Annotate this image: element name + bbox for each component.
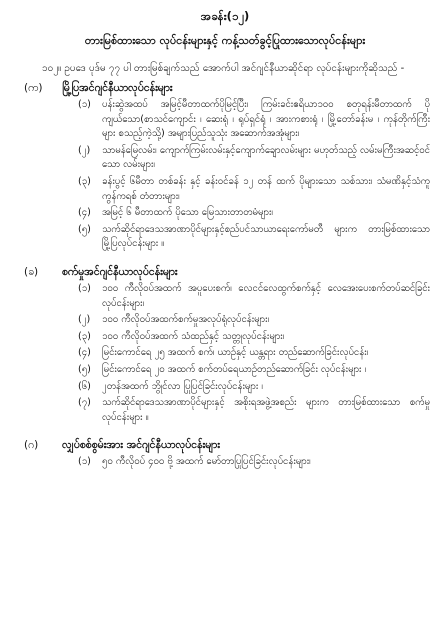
- list-item: [78, 330, 430, 345]
- item-text: မြင်းကောင်ရေ ၂၅ အထက် စက်၊ ယာဉ်နှင့် ယန္တရား တည်ဆောက်ခြင်းလုပ်ငန်း၊: [102, 347, 369, 359]
- section: [20, 437, 430, 470]
- list-item: [78, 223, 430, 252]
- item-number: (၅): [78, 363, 91, 375]
- list-item: [78, 144, 430, 173]
- item-text: ပန်းဆွဲအထပ် အမြင့်မီတာထက်ပိုမြင့်ပြီး၊ ကြမ်းခင်းဧရိယာ၁၀၀ စတုရန်းမီတာထက် ပိုကျယ်သော(စာသင်ကျောင်း ၊ ဆေးရုံ ၊ ရုပ်ရှင်ရုံ ၊ အားကစားရုံ ၊ မြို့တော်ခန်းမ ၊ ကုန်တိုက်ကြီးများ စသည့်ကဲ့သို့) အများပြည်သူသုံး အဆောက်အအုံများ၊: [102, 99, 430, 140]
- item-number: (၂): [78, 314, 91, 326]
- list-item: [78, 380, 430, 395]
- item-number: (၄): [78, 207, 91, 219]
- section-number: (ဂ): [24, 439, 39, 452]
- section-title: မြို့ပြအင်ဂျင်နီယာလုပ်ငန်းများ: [62, 82, 173, 94]
- item-text: ၅၀ ကီလိုဝပ် ၄၀၀ ဗို့ အထက် မော်တာပြုပြင်ခြင်းလုပ်ငန်းများ၊: [102, 456, 311, 468]
- item-number: (၁): [78, 456, 91, 468]
- item-text: သက်ဆိုင်ရာဒေသအာဏာပိုင်များနှင့် အစိုးရအဖွဲ့အစည်း များက တားမြစ်ထားသော စက်မှုလုပ်ငန်းများ ။: [102, 397, 430, 423]
- section-items: [78, 98, 430, 252]
- list-item: [78, 98, 430, 142]
- item-text: ခန်းပွင့် ၆မီတာ တစ်ခန်း နှင့် ခန်းဝင်ခန် ၁၂ တန် ထက် ပိုများသော သစ်သား၊ သံမဏိနှင့်သံကူကွန်ကရစ် တံတားများ၊: [102, 175, 430, 202]
- item-text: ၁၀၀ ကီလိုဝပ်အထက် အပူပေးစက်၊ လေငင်လေထွက်စက်နှင့် လေအေးပေးစက်တပ်ဆင်ခြင်း လုပ်ငန်းများ၊: [102, 282, 430, 309]
- list-item: [78, 282, 430, 311]
- item-text: သာမန်မြေလမ်း၊ ကျောက်ကြမ်းလမ်းနှင့်ကျောက်ချောလမ်းများ မဟုတ်သည့် လမ်းမကြီးအဆင့်ဝင်သော လမ်းများ၊: [102, 144, 430, 171]
- section-heading: [20, 264, 430, 280]
- section-heading: [20, 437, 430, 453]
- list-item: [78, 313, 430, 328]
- section-items: [78, 282, 430, 425]
- item-number: (၄): [78, 347, 91, 359]
- section-number: (က): [24, 82, 43, 94]
- chapter-heading: အခန်း(၁၂): [200, 9, 250, 23]
- page-title: တားမြစ်ထားသော လုပ်ငန်းများနှင့် ကန့်သတ်ခွင့်ပြုထားသောလုပ်ငန်းများ: [84, 34, 366, 47]
- item-text: မြင်းကောင်ရေ ၂၀ အထက် စက်တပ်ရေယာဉ်တည်ဆောက်ခြင်း လုပ်ငန်းများ ၊: [102, 363, 367, 375]
- item-number: (၇): [78, 397, 91, 409]
- list-item: [78, 396, 430, 425]
- list-item: [78, 363, 430, 378]
- item-text: သက်ဆိုင်ရာဒေသအာဏာပိုင်များနှင့်စည်ပင်သာယာရေးကော်မတီ များက တားမြစ်ထားသော မြို့ပြလုပ်ငန်းများ ။: [102, 223, 430, 250]
- section-title: လျှပ်စစ်စွမ်းအား အင်ဂျင်နီယာလုပ်ငန်းများ: [62, 439, 220, 452]
- list-item: [78, 455, 430, 470]
- item-number: (၂): [78, 144, 91, 156]
- list-item: [78, 346, 430, 361]
- section: [20, 264, 430, 425]
- sections-list: [20, 80, 430, 470]
- section-title: စက်မှုအင်ဂျင်နီယာလုပ်ငန်းများ: [62, 265, 178, 278]
- list-item: [78, 206, 430, 221]
- section-number: (ခ): [24, 265, 39, 278]
- item-text: ၁၀၀ ကီလိုဝပ်အထက်စက်မှုအလုပ်ရုံလုပ်ငန်းများ၊: [102, 314, 270, 326]
- item-number: (၆): [78, 380, 91, 392]
- item-text: ၁၀၀ ကီလိုဝပ်အထက် သံထည်နှင့် သတ္တုလုပ်ငန်းများ၊: [102, 330, 285, 342]
- section: [20, 80, 430, 252]
- item-number: (၁): [78, 282, 91, 294]
- intro-paragraph: ၁၀၂။ ဥပဒေ ပုဒ်မ ၇၇ ပါ တားမြစ်ချက်သည် အောက်ပါ အင်ဂျင်နီယာဆိုင်ရာ လုပ်ငန်းများကိုဆိုသည် -: [42, 63, 405, 74]
- item-number: (၁): [78, 99, 91, 110]
- item-number: (၅): [78, 223, 91, 235]
- item-number: (၃): [78, 330, 91, 342]
- section-items: [78, 455, 430, 470]
- item-text: အမြင့် ၆ မီတာထက် ပိုသော မြေသားတာတမံများ၊: [102, 207, 273, 219]
- item-number: (၃): [78, 175, 91, 187]
- section-heading: [20, 80, 430, 96]
- item-text: ၂တန်အထက် ဘွိုင်လာ ပြုပြင်ခြင်းလုပ်ငန်းများ ၊: [102, 380, 263, 392]
- list-item: [78, 175, 430, 204]
